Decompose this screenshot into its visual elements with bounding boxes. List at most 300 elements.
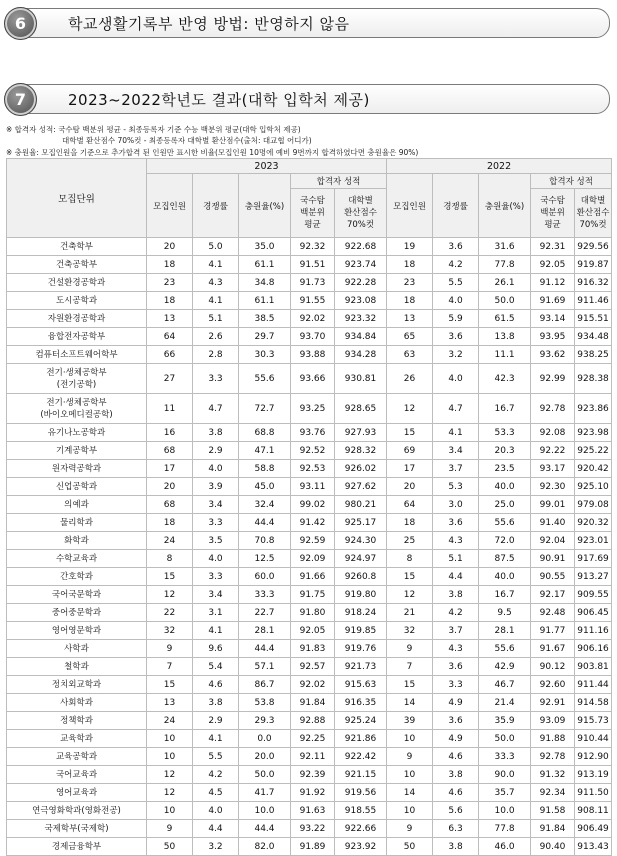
quota-2023-cell: 10 (147, 730, 193, 748)
table-row (7, 748, 612, 766)
unit-name-line: 기계공학부 (55, 445, 98, 456)
unit-name-line: 영어교육과 (55, 787, 98, 798)
table-row (7, 640, 612, 658)
fill-rate-2023-cell: 70.8 (239, 532, 291, 550)
pct-avg-2023-cell: 91.80 (291, 604, 335, 622)
fill-rate-2022-cell: 11.1 (479, 346, 531, 364)
unit-name (7, 604, 147, 622)
pct-avg-2023-cell: 92.02 (291, 676, 335, 694)
competition-2022-cell: 5.6 (433, 802, 479, 820)
competition-2023-cell: 4.7 (193, 394, 239, 424)
conv-cut-2022-cell: 979.08 (575, 496, 612, 514)
note-scores: ※ 합격자 성적: 국수탐 백분위 평균 - 최종등록자 기준 수능 백분위 평균(대학 입학처 제공) (6, 125, 301, 134)
fill-rate-2023-cell: 20.0 (239, 748, 291, 766)
header-quota-2022: 모집인원 (387, 174, 433, 238)
unit-name-line: 정책학과 (60, 715, 93, 726)
pct-avg-2022-cell: 93.14 (531, 310, 575, 328)
quota-2023-cell: 12 (147, 766, 193, 784)
quota-2022-cell: 32 (387, 622, 433, 640)
fill-rate-2022-cell: 26.1 (479, 274, 531, 292)
pct-avg-2022-cell: 91.84 (531, 820, 575, 838)
competition-2023-cell: 2.9 (193, 442, 239, 460)
fill-rate-2023-cell: 60.0 (239, 568, 291, 586)
unit-name (7, 658, 147, 676)
conv-cut-2022-cell: 911.50 (575, 784, 612, 802)
competition-2022-cell: 3.6 (433, 328, 479, 346)
fill-rate-2022-cell: 35.9 (479, 712, 531, 730)
unit-name-line: 국제학부(국제학) (44, 823, 109, 834)
admission-results-table (6, 158, 612, 856)
quota-2022-cell: 10 (387, 802, 433, 820)
pct-avg-2023-cell: 91.73 (291, 274, 335, 292)
pct-avg-2022-cell: 91.77 (531, 622, 575, 640)
quota-2022-cell: 9 (387, 640, 433, 658)
table-row (7, 346, 612, 364)
competition-2022-cell: 3.8 (433, 766, 479, 784)
pct-avg-2023-cell: 93.25 (291, 394, 335, 424)
fill-rate-2023-cell: 38.5 (239, 310, 291, 328)
conv-cut-2023-cell: 918.24 (335, 604, 387, 622)
conv-cut-2023-cell: 928.32 (335, 442, 387, 460)
unit-name (7, 442, 147, 460)
conv-cut-2023-cell: 921.86 (335, 730, 387, 748)
conv-cut-2023-cell: 922.66 (335, 820, 387, 838)
table-row (7, 622, 612, 640)
competition-2023-cell: 2.6 (193, 328, 239, 346)
conv-cut-2023-cell: 918.55 (335, 802, 387, 820)
header-competition-2022: 경쟁률 (433, 174, 479, 238)
quota-2022-cell: 15 (387, 568, 433, 586)
pct-avg-2023-cell: 93.76 (291, 424, 335, 442)
quota-2023-cell: 66 (147, 346, 193, 364)
conv-cut-2022-cell: 913.27 (575, 568, 612, 586)
competition-2023-cell: 2.9 (193, 712, 239, 730)
unit-name (7, 328, 147, 346)
quota-2023-cell: 12 (147, 784, 193, 802)
unit-name-line: 철학과 (64, 661, 89, 672)
unit-name-line: 사학과 (64, 643, 89, 654)
unit-name-line: 간호학과 (60, 571, 93, 582)
unit-name-line: 경제금융학부 (51, 841, 102, 852)
unit-name (7, 622, 147, 640)
pct-avg-2023-cell: 91.89 (291, 838, 335, 856)
quota-2023-cell: 9 (147, 640, 193, 658)
conv-cut-2022-cell: 911.46 (575, 292, 612, 310)
competition-2022-cell: 3.8 (433, 838, 479, 856)
competition-2023-cell: 4.0 (193, 460, 239, 478)
competition-2023-cell: 3.4 (193, 586, 239, 604)
competition-2023-cell: 5.4 (193, 658, 239, 676)
quota-2023-cell: 23 (147, 274, 193, 292)
conv-cut-2022-cell: 906.16 (575, 640, 612, 658)
table-row (7, 292, 612, 310)
fill-rate-2023-cell: 29.7 (239, 328, 291, 346)
pct-avg-2023-cell: 92.05 (291, 622, 335, 640)
conv-cut-2023-cell: 916.35 (335, 694, 387, 712)
quota-2022-cell: 64 (387, 496, 433, 514)
header-fill-rate-2023: 충원율(%) (239, 174, 291, 238)
pct-avg-2022-cell: 90.91 (531, 550, 575, 568)
competition-2022-cell: 4.4 (433, 568, 479, 586)
fill-rate-2023-cell: 44.4 (239, 640, 291, 658)
unit-name-line: 연극영화학과(영화전공) (32, 805, 121, 816)
conv-cut-2022-cell: 923.01 (575, 532, 612, 550)
fill-rate-2022-cell: 40.0 (479, 478, 531, 496)
quota-2023-cell: 16 (147, 424, 193, 442)
conv-cut-2023-cell: 919.76 (335, 640, 387, 658)
competition-2023-cell: 4.2 (193, 766, 239, 784)
competition-2023-cell: 4.6 (193, 676, 239, 694)
fill-rate-2022-cell: 28.1 (479, 622, 531, 640)
unit-name (7, 478, 147, 496)
competition-2022-cell: 4.2 (433, 604, 479, 622)
quota-2023-cell: 17 (147, 460, 193, 478)
quota-2022-cell: 12 (387, 586, 433, 604)
footnotes (6, 124, 612, 158)
fill-rate-2023-cell: 50.0 (239, 766, 291, 784)
fill-rate-2022-cell: 10.0 (479, 802, 531, 820)
fill-rate-2023-cell: 41.7 (239, 784, 291, 802)
pct-avg-2023-cell: 93.88 (291, 346, 335, 364)
fill-rate-2023-cell: 28.1 (239, 622, 291, 640)
unit-name (7, 460, 147, 478)
pct-avg-2023-cell: 92.32 (291, 238, 335, 256)
fill-rate-2023-cell: 44.4 (239, 514, 291, 532)
quota-2023-cell: 10 (147, 802, 193, 820)
conv-cut-2022-cell: 915.51 (575, 310, 612, 328)
fill-rate-2022-cell: 61.5 (479, 310, 531, 328)
pct-avg-2022-cell: 92.31 (531, 238, 575, 256)
conv-cut-2023-cell: 934.84 (335, 328, 387, 346)
quota-2022-cell: 12 (387, 394, 433, 424)
competition-2023-cell: 3.3 (193, 514, 239, 532)
pct-avg-2023-cell: 99.02 (291, 496, 335, 514)
unit-name-line: 융합전자공학부 (47, 331, 106, 342)
competition-2022-cell: 4.0 (433, 292, 479, 310)
pct-avg-2022-cell: 92.91 (531, 694, 575, 712)
fill-rate-2022-cell: 42.3 (479, 364, 531, 394)
quota-2022-cell: 18 (387, 292, 433, 310)
competition-2023-cell: 3.8 (193, 424, 239, 442)
fill-rate-2023-cell: 34.8 (239, 274, 291, 292)
quota-2022-cell: 26 (387, 364, 433, 394)
unit-name-line: 중어중문학과 (51, 607, 102, 618)
table-row (7, 658, 612, 676)
unit-name (7, 730, 147, 748)
table-row (7, 838, 612, 856)
fill-rate-2022-cell: 50.0 (479, 292, 531, 310)
unit-name-line: 교육학과 (60, 733, 93, 744)
quota-2022-cell: 39 (387, 712, 433, 730)
conv-cut-2022-cell: 915.73 (575, 712, 612, 730)
competition-2022-cell: 5.9 (433, 310, 479, 328)
conv-cut-2023-cell: 9260.8 (335, 568, 387, 586)
competition-2022-cell: 4.6 (433, 748, 479, 766)
header-result-2022: 합격자 성적 (531, 174, 612, 189)
pct-avg-2023-cell: 92.53 (291, 460, 335, 478)
conv-cut-2023-cell: 923.08 (335, 292, 387, 310)
pct-avg-2022-cell: 92.34 (531, 784, 575, 802)
competition-2022-cell: 3.0 (433, 496, 479, 514)
conv-cut-2022-cell: 914.58 (575, 694, 612, 712)
quota-2023-cell: 64 (147, 328, 193, 346)
pct-avg-2022-cell: 92.78 (531, 394, 575, 424)
quota-2022-cell: 15 (387, 676, 433, 694)
unit-name-line: 의예과 (64, 499, 89, 510)
quota-2022-cell: 69 (387, 442, 433, 460)
conv-cut-2022-cell: 910.44 (575, 730, 612, 748)
quota-2022-cell: 17 (387, 460, 433, 478)
pct-avg-2022-cell: 91.88 (531, 730, 575, 748)
competition-2022-cell: 3.3 (433, 676, 479, 694)
fill-rate-2023-cell: 72.7 (239, 394, 291, 424)
pct-avg-2022-cell: 92.60 (531, 676, 575, 694)
quota-2022-cell: 13 (387, 310, 433, 328)
unit-name (7, 586, 147, 604)
unit-name-line: 컴퓨터소프트웨어학부 (35, 349, 118, 360)
pct-avg-2022-cell: 93.17 (531, 460, 575, 478)
unit-name (7, 748, 147, 766)
fill-rate-2023-cell: 57.1 (239, 658, 291, 676)
unit-name (7, 766, 147, 784)
fill-rate-2022-cell: 42.9 (479, 658, 531, 676)
conv-cut-2023-cell: 922.42 (335, 748, 387, 766)
quota-2023-cell: 20 (147, 238, 193, 256)
conv-cut-2023-cell: 924.97 (335, 550, 387, 568)
fill-rate-2022-cell: 46.7 (479, 676, 531, 694)
competition-2022-cell: 5.5 (433, 274, 479, 292)
competition-2022-cell: 4.7 (433, 394, 479, 424)
header-competition-2023: 경쟁률 (193, 174, 239, 238)
unit-name (7, 838, 147, 856)
unit-name-line: 국어국문학과 (51, 589, 102, 600)
unit-name-line: 건설환경공학과 (47, 277, 106, 288)
conv-cut-2022-cell: 923.86 (575, 394, 612, 424)
conv-cut-2022-cell: 928.38 (575, 364, 612, 394)
competition-2023-cell: 9.6 (193, 640, 239, 658)
header-quota-2023: 모집인원 (147, 174, 193, 238)
fill-rate-2023-cell: 68.8 (239, 424, 291, 442)
table-row (7, 310, 612, 328)
competition-2022-cell: 6.3 (433, 820, 479, 838)
pct-avg-2023-cell: 92.11 (291, 748, 335, 766)
unit-name-line: 화학과 (64, 535, 89, 546)
conv-cut-2022-cell: 919.87 (575, 256, 612, 274)
fill-rate-2022-cell: 20.3 (479, 442, 531, 460)
conv-cut-2023-cell: 915.63 (335, 676, 387, 694)
table-row (7, 424, 612, 442)
fill-rate-2023-cell: 33.3 (239, 586, 291, 604)
section-6-number-badge: 6 (4, 7, 37, 40)
unit-name (7, 568, 147, 586)
conv-cut-2023-cell: 927.62 (335, 478, 387, 496)
table-row (7, 694, 612, 712)
fill-rate-2023-cell: 0.0 (239, 730, 291, 748)
fill-rate-2023-cell: 61.1 (239, 292, 291, 310)
fill-rate-2022-cell: 23.5 (479, 460, 531, 478)
pct-avg-2023-cell: 93.11 (291, 478, 335, 496)
competition-2023-cell: 3.3 (193, 364, 239, 394)
unit-name (7, 274, 147, 292)
competition-2022-cell: 3.6 (433, 514, 479, 532)
quota-2023-cell: 68 (147, 442, 193, 460)
competition-2022-cell: 3.2 (433, 346, 479, 364)
quota-2022-cell: 20 (387, 478, 433, 496)
competition-2023-cell: 3.3 (193, 568, 239, 586)
competition-2023-cell: 3.9 (193, 478, 239, 496)
quota-2023-cell: 18 (147, 256, 193, 274)
conv-cut-2023-cell: 930.81 (335, 364, 387, 394)
quota-2023-cell: 24 (147, 712, 193, 730)
conv-cut-2023-cell: 980.21 (335, 496, 387, 514)
pct-avg-2023-cell: 92.02 (291, 310, 335, 328)
quota-2022-cell: 18 (387, 514, 433, 532)
unit-name (7, 514, 147, 532)
competition-2023-cell: 4.1 (193, 730, 239, 748)
conv-cut-2023-cell: 922.68 (335, 238, 387, 256)
competition-2023-cell: 4.0 (193, 802, 239, 820)
pct-avg-2022-cell: 91.40 (531, 514, 575, 532)
pct-avg-2023-cell: 91.55 (291, 292, 335, 310)
header-year-2023: 2023 (147, 159, 387, 174)
unit-name (7, 820, 147, 838)
fill-rate-2023-cell: 29.3 (239, 712, 291, 730)
fill-rate-2023-cell: 22.7 (239, 604, 291, 622)
header-pct-avg-2022: 국수탐 백분위 평균 (531, 189, 575, 238)
quota-2022-cell: 15 (387, 424, 433, 442)
conv-cut-2023-cell: 928.65 (335, 394, 387, 424)
conv-cut-2023-cell: 926.02 (335, 460, 387, 478)
quota-2022-cell: 9 (387, 748, 433, 766)
table-row (7, 460, 612, 478)
quota-2023-cell: 11 (147, 394, 193, 424)
quota-2023-cell: 13 (147, 694, 193, 712)
quota-2023-cell: 24 (147, 532, 193, 550)
pct-avg-2023-cell: 93.70 (291, 328, 335, 346)
conv-cut-2023-cell: 923.92 (335, 838, 387, 856)
conv-cut-2022-cell: 929.56 (575, 238, 612, 256)
table-row (7, 604, 612, 622)
conv-cut-2022-cell: 909.55 (575, 586, 612, 604)
quota-2023-cell: 15 (147, 676, 193, 694)
fill-rate-2023-cell: 82.0 (239, 838, 291, 856)
quota-2023-cell: 10 (147, 748, 193, 766)
fill-rate-2023-cell: 55.6 (239, 364, 291, 394)
quota-2022-cell: 14 (387, 784, 433, 802)
fill-rate-2023-cell: 58.8 (239, 460, 291, 478)
conv-cut-2023-cell: 921.73 (335, 658, 387, 676)
table-row (7, 712, 612, 730)
conv-cut-2022-cell: 925.10 (575, 478, 612, 496)
unit-name (7, 784, 147, 802)
header-conv-cut-2022: 대학별 환산점수 70%컷 (575, 189, 612, 238)
pct-avg-2023-cell: 92.39 (291, 766, 335, 784)
fill-rate-2022-cell: 16.7 (479, 394, 531, 424)
quota-2023-cell: 32 (147, 622, 193, 640)
header-conv-cut-2023: 대학별 환산점수 70%컷 (335, 189, 387, 238)
table-row (7, 730, 612, 748)
pct-avg-2023-cell: 91.51 (291, 256, 335, 274)
competition-2023-cell: 4.0 (193, 550, 239, 568)
competition-2022-cell: 4.3 (433, 640, 479, 658)
competition-2022-cell: 3.6 (433, 712, 479, 730)
competition-2022-cell: 4.9 (433, 694, 479, 712)
competition-2023-cell: 4.1 (193, 256, 239, 274)
quota-2022-cell: 10 (387, 766, 433, 784)
conv-cut-2022-cell: 912.90 (575, 748, 612, 766)
unit-name-line: 도시공학과 (55, 295, 98, 306)
fill-rate-2023-cell: 53.8 (239, 694, 291, 712)
unit-name-line: (바이오메디컬공학) (40, 409, 113, 420)
unit-name (7, 346, 147, 364)
fill-rate-2022-cell: 53.3 (479, 424, 531, 442)
competition-2022-cell: 3.6 (433, 238, 479, 256)
fill-rate-2022-cell: 77.8 (479, 820, 531, 838)
pct-avg-2022-cell: 90.55 (531, 568, 575, 586)
pct-avg-2023-cell: 91.83 (291, 640, 335, 658)
competition-2022-cell: 3.8 (433, 586, 479, 604)
competition-2022-cell: 3.4 (433, 442, 479, 460)
unit-name (7, 532, 147, 550)
conv-cut-2022-cell: 908.11 (575, 802, 612, 820)
pct-avg-2023-cell: 93.66 (291, 364, 335, 394)
fill-rate-2023-cell: 10.0 (239, 802, 291, 820)
quota-2023-cell: 15 (147, 568, 193, 586)
conv-cut-2023-cell: 924.30 (335, 532, 387, 550)
quota-2023-cell: 50 (147, 838, 193, 856)
unit-name-line: 건축공학부 (55, 259, 98, 270)
unit-name-line: 전기·생체공학부 (46, 367, 107, 378)
section-7-title: 2023~2022학년도 결과(대학 입학처 제공) (68, 91, 370, 109)
quota-2022-cell: 65 (387, 328, 433, 346)
competition-2022-cell: 4.3 (433, 532, 479, 550)
pct-avg-2023-cell: 92.09 (291, 550, 335, 568)
header-result-2023: 합격자 성적 (291, 174, 387, 189)
pct-avg-2022-cell: 92.30 (531, 478, 575, 496)
fill-rate-2022-cell: 72.0 (479, 532, 531, 550)
conv-cut-2022-cell: 934.48 (575, 328, 612, 346)
unit-name (7, 310, 147, 328)
quota-2022-cell: 18 (387, 256, 433, 274)
pct-avg-2022-cell: 92.05 (531, 256, 575, 274)
unit-name (7, 364, 147, 394)
conv-cut-2022-cell: 906.49 (575, 820, 612, 838)
unit-name (7, 292, 147, 310)
quota-2023-cell: 9 (147, 820, 193, 838)
conv-cut-2022-cell: 916.32 (575, 274, 612, 292)
pct-avg-2022-cell: 93.09 (531, 712, 575, 730)
quota-2023-cell: 12 (147, 586, 193, 604)
fill-rate-2023-cell: 86.7 (239, 676, 291, 694)
unit-name (7, 496, 147, 514)
table-row (7, 802, 612, 820)
fill-rate-2022-cell: 33.3 (479, 748, 531, 766)
pct-avg-2022-cell: 91.58 (531, 802, 575, 820)
header-year-2022: 2022 (387, 159, 612, 174)
unit-name-line: 신업공학과 (55, 481, 98, 492)
fill-rate-2023-cell: 35.0 (239, 238, 291, 256)
competition-2023-cell: 5.1 (193, 310, 239, 328)
pct-avg-2022-cell: 92.04 (531, 532, 575, 550)
table-body (7, 238, 612, 856)
competition-2022-cell: 5.1 (433, 550, 479, 568)
table-row (7, 766, 612, 784)
unit-name (7, 238, 147, 256)
unit-name (7, 676, 147, 694)
quota-2023-cell: 8 (147, 550, 193, 568)
quota-2023-cell: 27 (147, 364, 193, 394)
competition-2023-cell: 5.5 (193, 748, 239, 766)
